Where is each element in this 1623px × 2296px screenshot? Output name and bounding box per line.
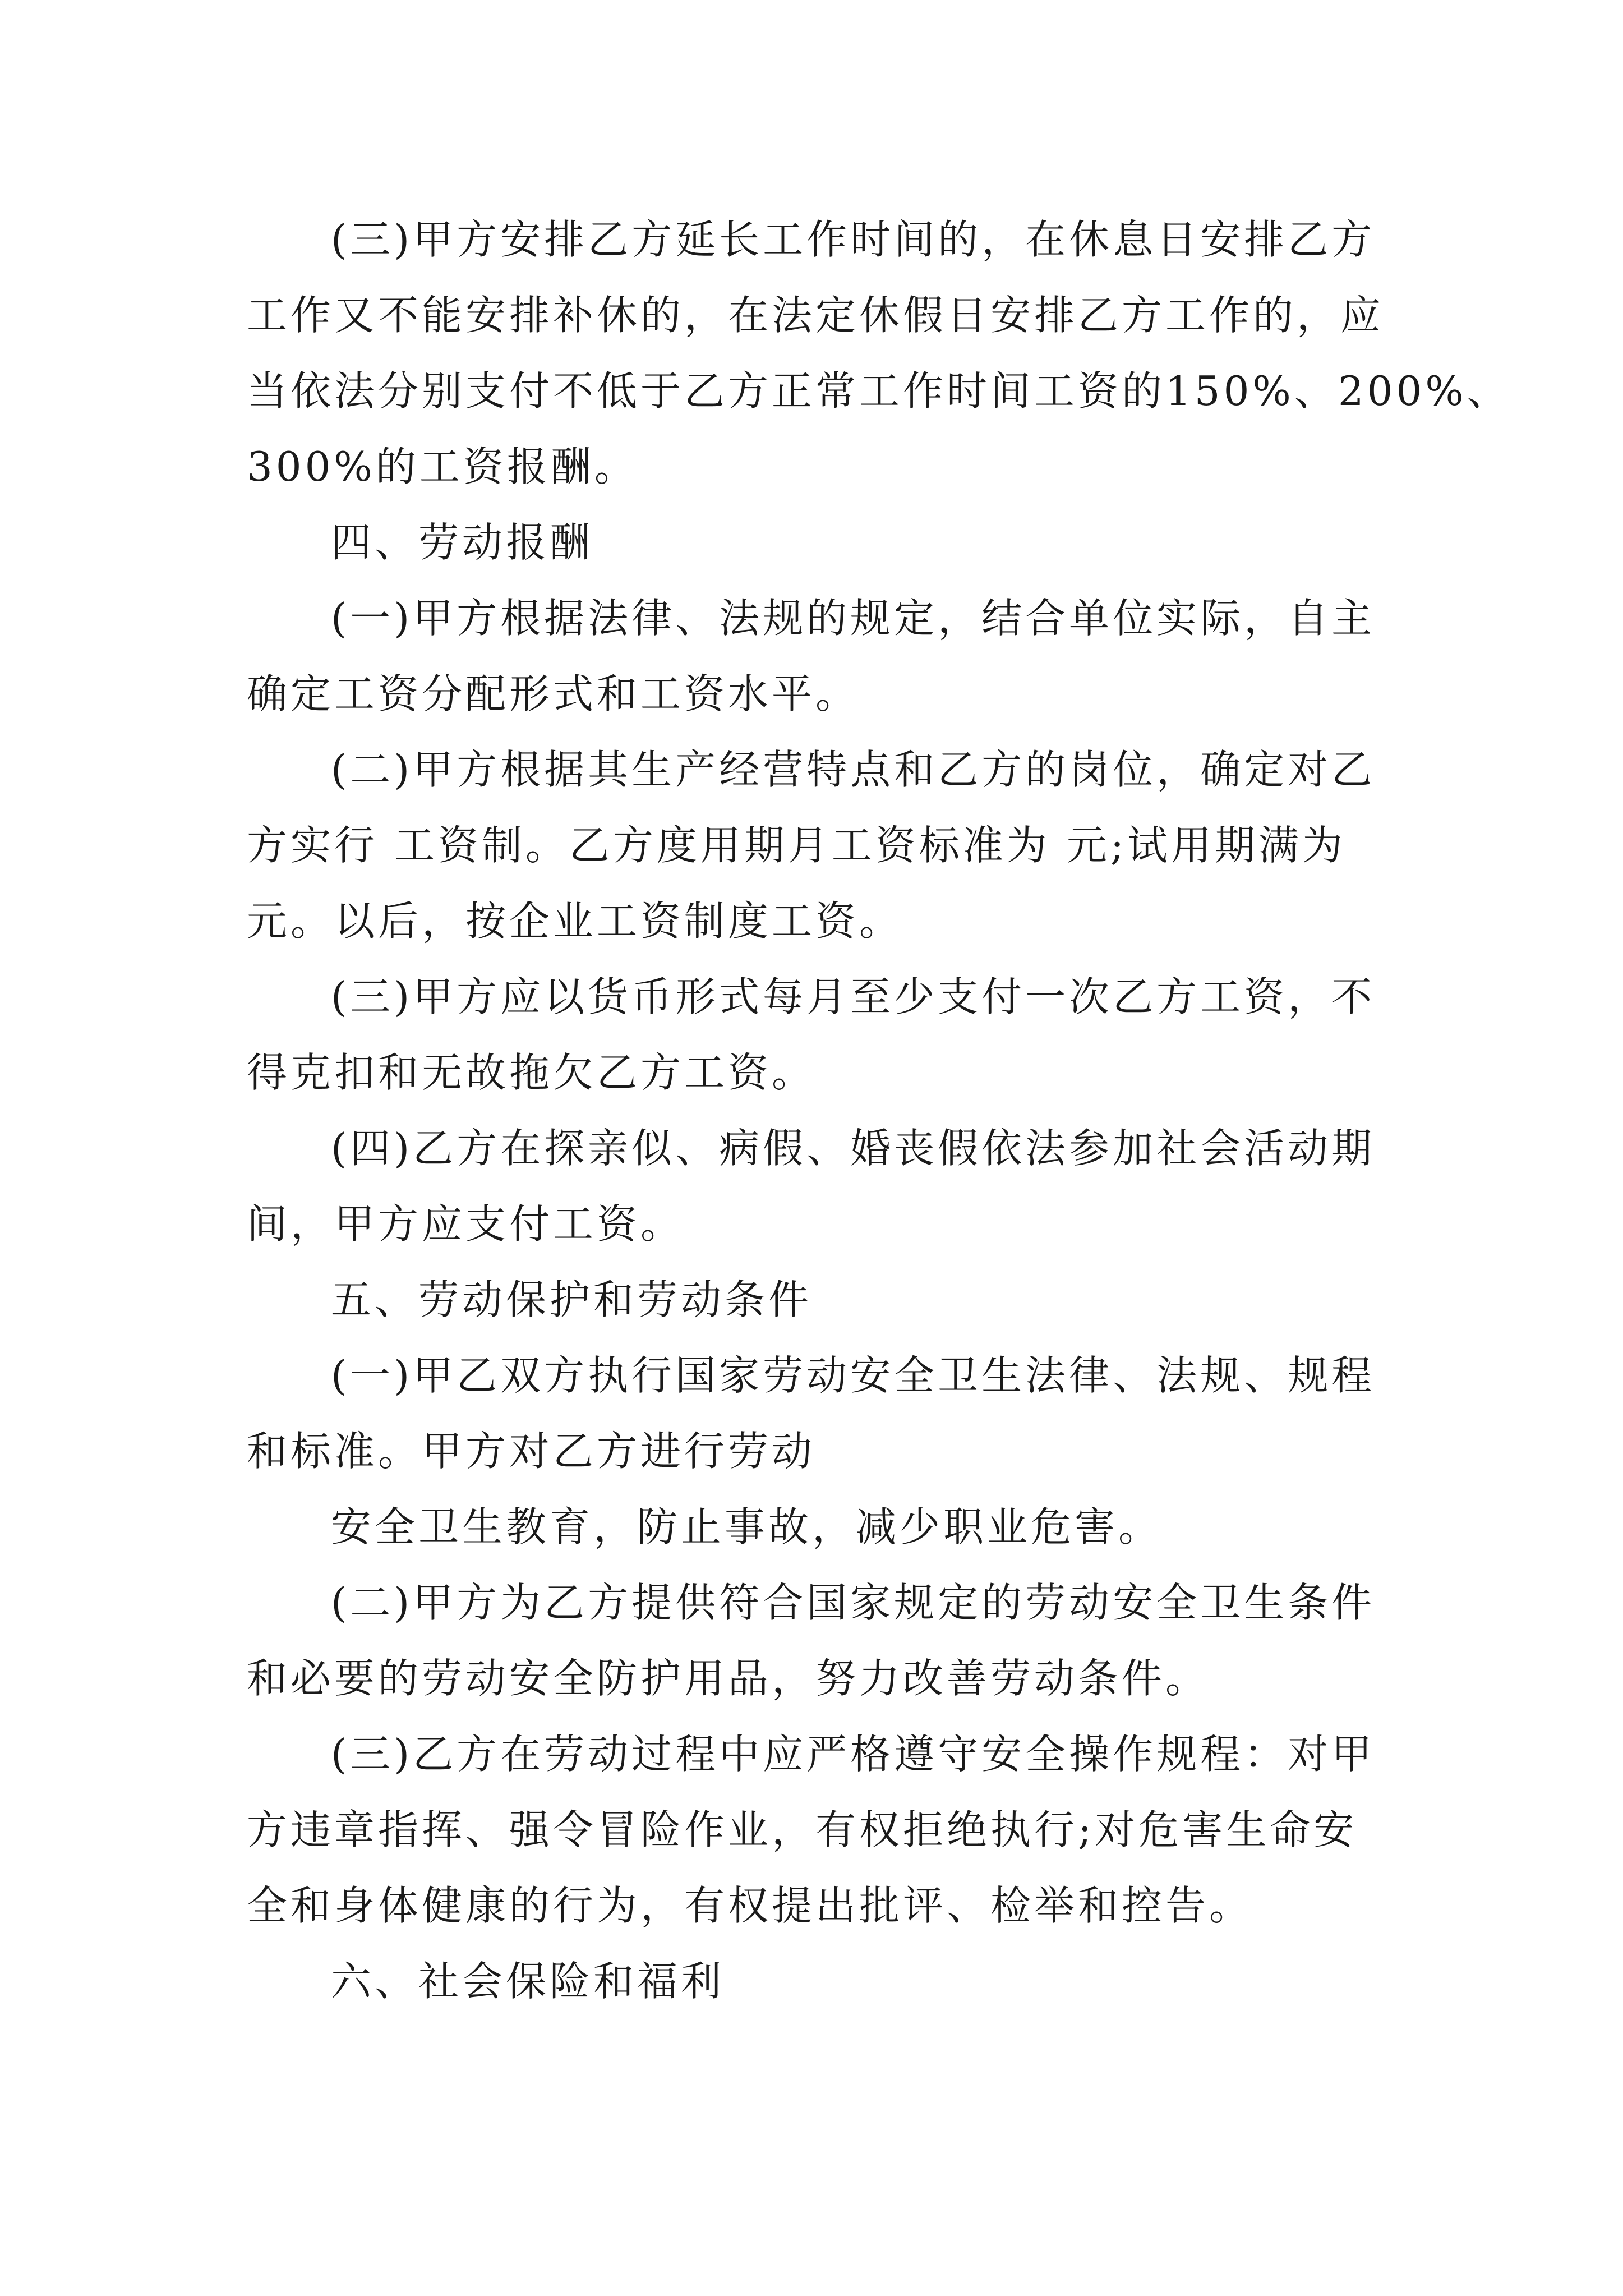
- text-line: 全和身体健康的行为，有权提出批评、检举和控告。: [247, 1882, 1253, 1929]
- text-line: 和必要的劳动安全防护用品，努力改善劳动条件。: [247, 1655, 1210, 1702]
- document-body: [247, 202, 1511, 2019]
- text-line: 六、社会保险和福利: [331, 1958, 725, 2005]
- text-line: 方实行 工资制。乙方度用期月工资标准为 元;试用期满为: [247, 822, 1347, 869]
- text-line: (四)乙方在探亲似、病假、婚丧假依法参加社会活动期: [331, 1125, 1376, 1172]
- text-line: 四、劳动报酬: [331, 519, 594, 566]
- text-line: 300%的工资报酬。: [247, 443, 638, 490]
- text-line: 工作又不能安排补休的，在法定休假日安排乙方工作的，应: [247, 292, 1385, 339]
- text-line: (二)甲方根据其生产经营特点和乙方的岗位，确定对乙: [331, 746, 1376, 793]
- text-line: 安全卫生教育，防止事故，减少职业危害。: [331, 1503, 1163, 1550]
- text-line: 当依法分别支付不低于乙方正常工作时间工资的150%、200%、: [247, 367, 1511, 415]
- text-line: (三)甲方应以货币形式每月至少支付一次乙方工资，不: [331, 973, 1376, 1020]
- text-line: (三)甲方安排乙方延长工作时间的，在休息日安排乙方: [331, 216, 1376, 263]
- text-line: (二)甲方为乙方提供符合国家规定的劳动安全卫生条件: [331, 1579, 1376, 1626]
- text-line: 元。以后，按企业工资制度工资。: [247, 898, 903, 945]
- text-line: (一)甲乙双方执行国家劳动安全卫生法律、法规、规程: [331, 1352, 1376, 1399]
- text-line: 和标准。甲方对乙方进行劳动: [247, 1428, 816, 1475]
- text-line: 确定工资分配形式和工资水平。: [247, 670, 860, 717]
- text-line: 五、劳动保护和劳动条件: [331, 1276, 813, 1323]
- text-line: (三)乙方在劳动过程中应严格遵守安全操作规程：对甲: [331, 1731, 1376, 1778]
- text-line: 方违章指挥、强令冒险作业，有权拒绝执行;对危害生命安: [247, 1806, 1358, 1853]
- text-line: 得克扣和无故拖欠乙方工资。: [247, 1049, 816, 1096]
- text-line: 间，甲方应支付工资。: [247, 1200, 685, 1248]
- text-line: (一)甲方根据法律、法规的规定，结合单位实际，自主: [331, 595, 1376, 642]
